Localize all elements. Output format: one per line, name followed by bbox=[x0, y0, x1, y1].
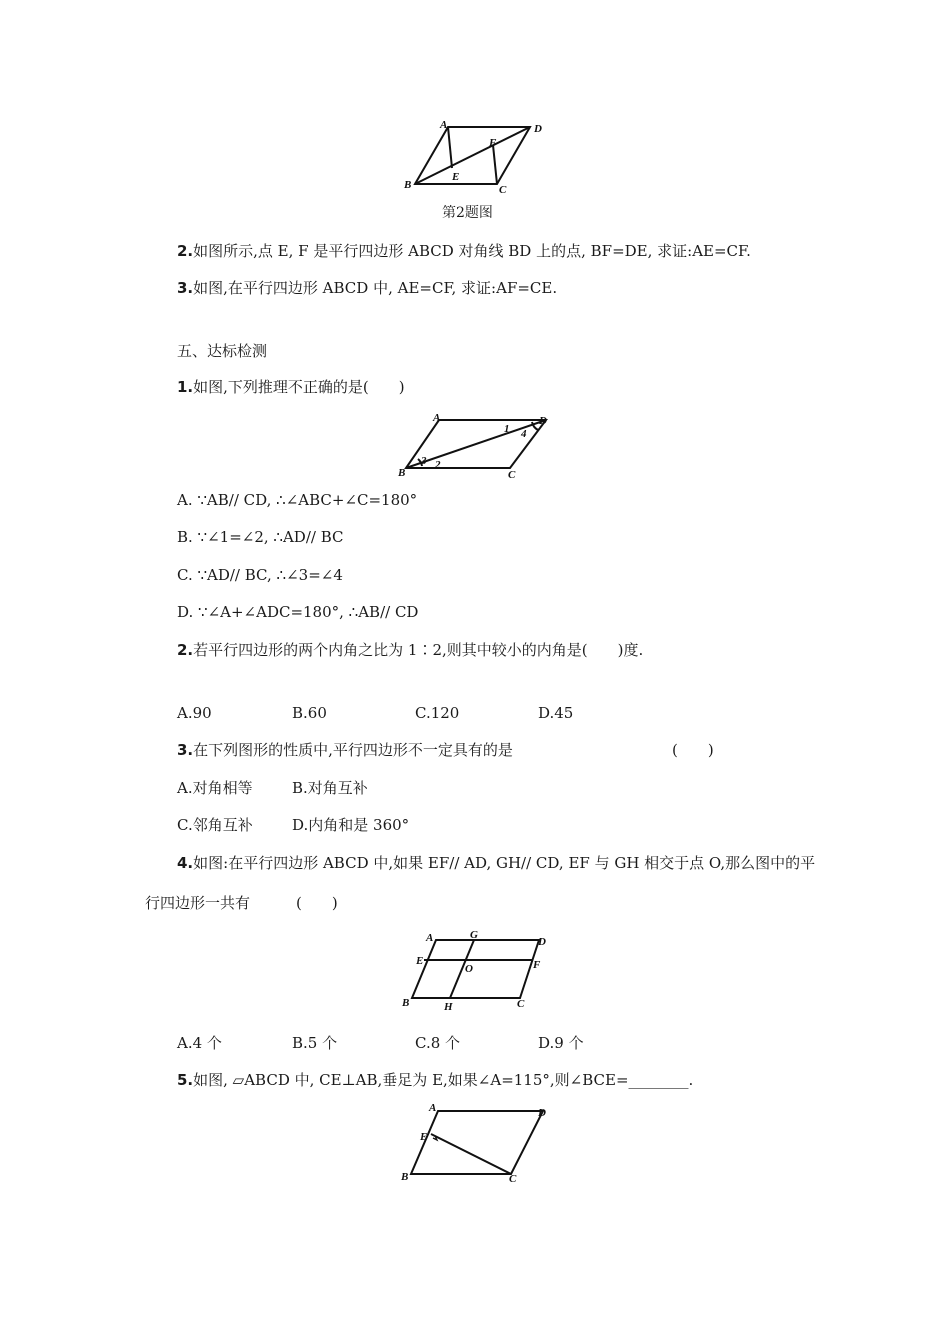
angle-4-label: 4 bbox=[521, 428, 527, 440]
label-C: C bbox=[509, 1173, 517, 1185]
figure-test-q4 bbox=[398, 928, 558, 1014]
label-O: O bbox=[465, 963, 473, 975]
label-F: F bbox=[533, 959, 541, 971]
label-B: B bbox=[402, 997, 410, 1009]
question-number: 3. bbox=[177, 279, 194, 297]
option-c: C.邻角互补 bbox=[177, 816, 253, 834]
label-G: G bbox=[470, 929, 478, 941]
question-text: 在下列图形的性质中,平行四边形不一定具有的是 bbox=[193, 741, 513, 759]
angle-1-label: 1 bbox=[504, 423, 510, 435]
label-E: E bbox=[420, 1131, 428, 1143]
label-D: D bbox=[538, 936, 546, 948]
label-B: B bbox=[398, 467, 406, 479]
question-text: 如图, ▱ABCD 中, CE⊥AB,垂足为 E,如果∠A=115°,则∠BCE=________. bbox=[193, 1071, 694, 1089]
label-H: H bbox=[444, 1001, 453, 1013]
test-question-4-line-1 bbox=[177, 853, 815, 873]
label-A: A bbox=[426, 932, 434, 944]
option-a: A.4 个 bbox=[177, 1034, 222, 1052]
option-d: D.45 bbox=[538, 704, 574, 722]
label-E: E bbox=[416, 955, 424, 967]
label-D: D bbox=[539, 415, 547, 427]
option-c: C.120 bbox=[415, 704, 460, 722]
angle-2-label: 2 bbox=[435, 459, 441, 471]
label-A: A bbox=[440, 119, 448, 131]
label-B: B bbox=[404, 179, 412, 191]
figure-test-q5 bbox=[398, 1102, 558, 1188]
test-question-4-line-2: 行四边形一共有 bbox=[145, 894, 251, 912]
question-text: 如图,下列推理不正确的是( ) bbox=[193, 378, 405, 396]
option-d: D.9 个 bbox=[538, 1034, 584, 1052]
question-text: 如图:在平行四边形 ABCD 中,如果 EF// AD, GH// CD, EF 与 GH 相交于点 O,那么图中的平 bbox=[193, 854, 816, 872]
answer-paren: ( ) bbox=[672, 741, 714, 759]
question-text: 若平行四边形的两个内角之比为 1∶2,则其中较小的内角是( )度. bbox=[193, 641, 644, 659]
answer-paren: ( ) bbox=[296, 894, 338, 912]
option-b: B. ∵∠1=∠2, ∴AD// BC bbox=[177, 528, 344, 546]
option-b: B.60 bbox=[292, 704, 327, 722]
label-D: D bbox=[534, 123, 542, 135]
label-D: D bbox=[538, 1107, 546, 1119]
angle-3-label: 3 bbox=[421, 455, 427, 467]
option-b: B.对角互补 bbox=[292, 779, 368, 797]
option-b: B.5 个 bbox=[292, 1034, 338, 1052]
question-text: 如图,在平行四边形 ABCD 中, AE=CF, 求证:AF=CE. bbox=[193, 279, 558, 297]
option-d: D. ∵∠A+∠ADC=180°, ∴AB// CD bbox=[177, 603, 419, 621]
label-A: A bbox=[433, 412, 441, 424]
test-question-5 bbox=[177, 1070, 693, 1090]
label-C: C bbox=[499, 184, 507, 196]
section-title: 五、达标检测 bbox=[177, 342, 268, 360]
question-number: 4. bbox=[177, 854, 194, 872]
option-c: C. ∵AD// BC, ∴∠3=∠4 bbox=[177, 566, 343, 584]
question-number: 2. bbox=[177, 641, 194, 659]
label-B: B bbox=[401, 1171, 409, 1183]
question-number: 2. bbox=[177, 242, 194, 260]
test-question-3 bbox=[177, 740, 513, 760]
option-c: C.8 个 bbox=[415, 1034, 461, 1052]
option-d: D.内角和是 360° bbox=[292, 816, 410, 834]
question-number: 3. bbox=[177, 741, 194, 759]
option-a: A. ∵AB// CD, ∴∠ABC+∠C=180° bbox=[177, 491, 418, 509]
figure-caption: 第2题图 bbox=[442, 205, 493, 221]
label-F: F bbox=[489, 137, 497, 149]
option-a: A.对角相等 bbox=[177, 779, 253, 797]
question-text: 如图所示,点 E, F 是平行四边形 ABCD 对角线 BD 上的点, BF=DE, 求证:AE=CF. bbox=[193, 242, 751, 260]
option-a: A.90 bbox=[177, 704, 212, 722]
practice-question-3 bbox=[177, 278, 557, 298]
label-C: C bbox=[517, 998, 525, 1010]
label-E: E bbox=[452, 171, 460, 183]
test-question-1 bbox=[177, 377, 405, 397]
label-A: A bbox=[429, 1102, 437, 1114]
test-question-2 bbox=[177, 640, 643, 660]
figure-q2-parallelogram bbox=[400, 118, 560, 198]
question-number: 5. bbox=[177, 1071, 194, 1089]
practice-question-2 bbox=[177, 241, 751, 261]
figure-test-q1 bbox=[398, 410, 558, 482]
label-C: C bbox=[508, 469, 516, 481]
question-number: 1. bbox=[177, 378, 194, 396]
